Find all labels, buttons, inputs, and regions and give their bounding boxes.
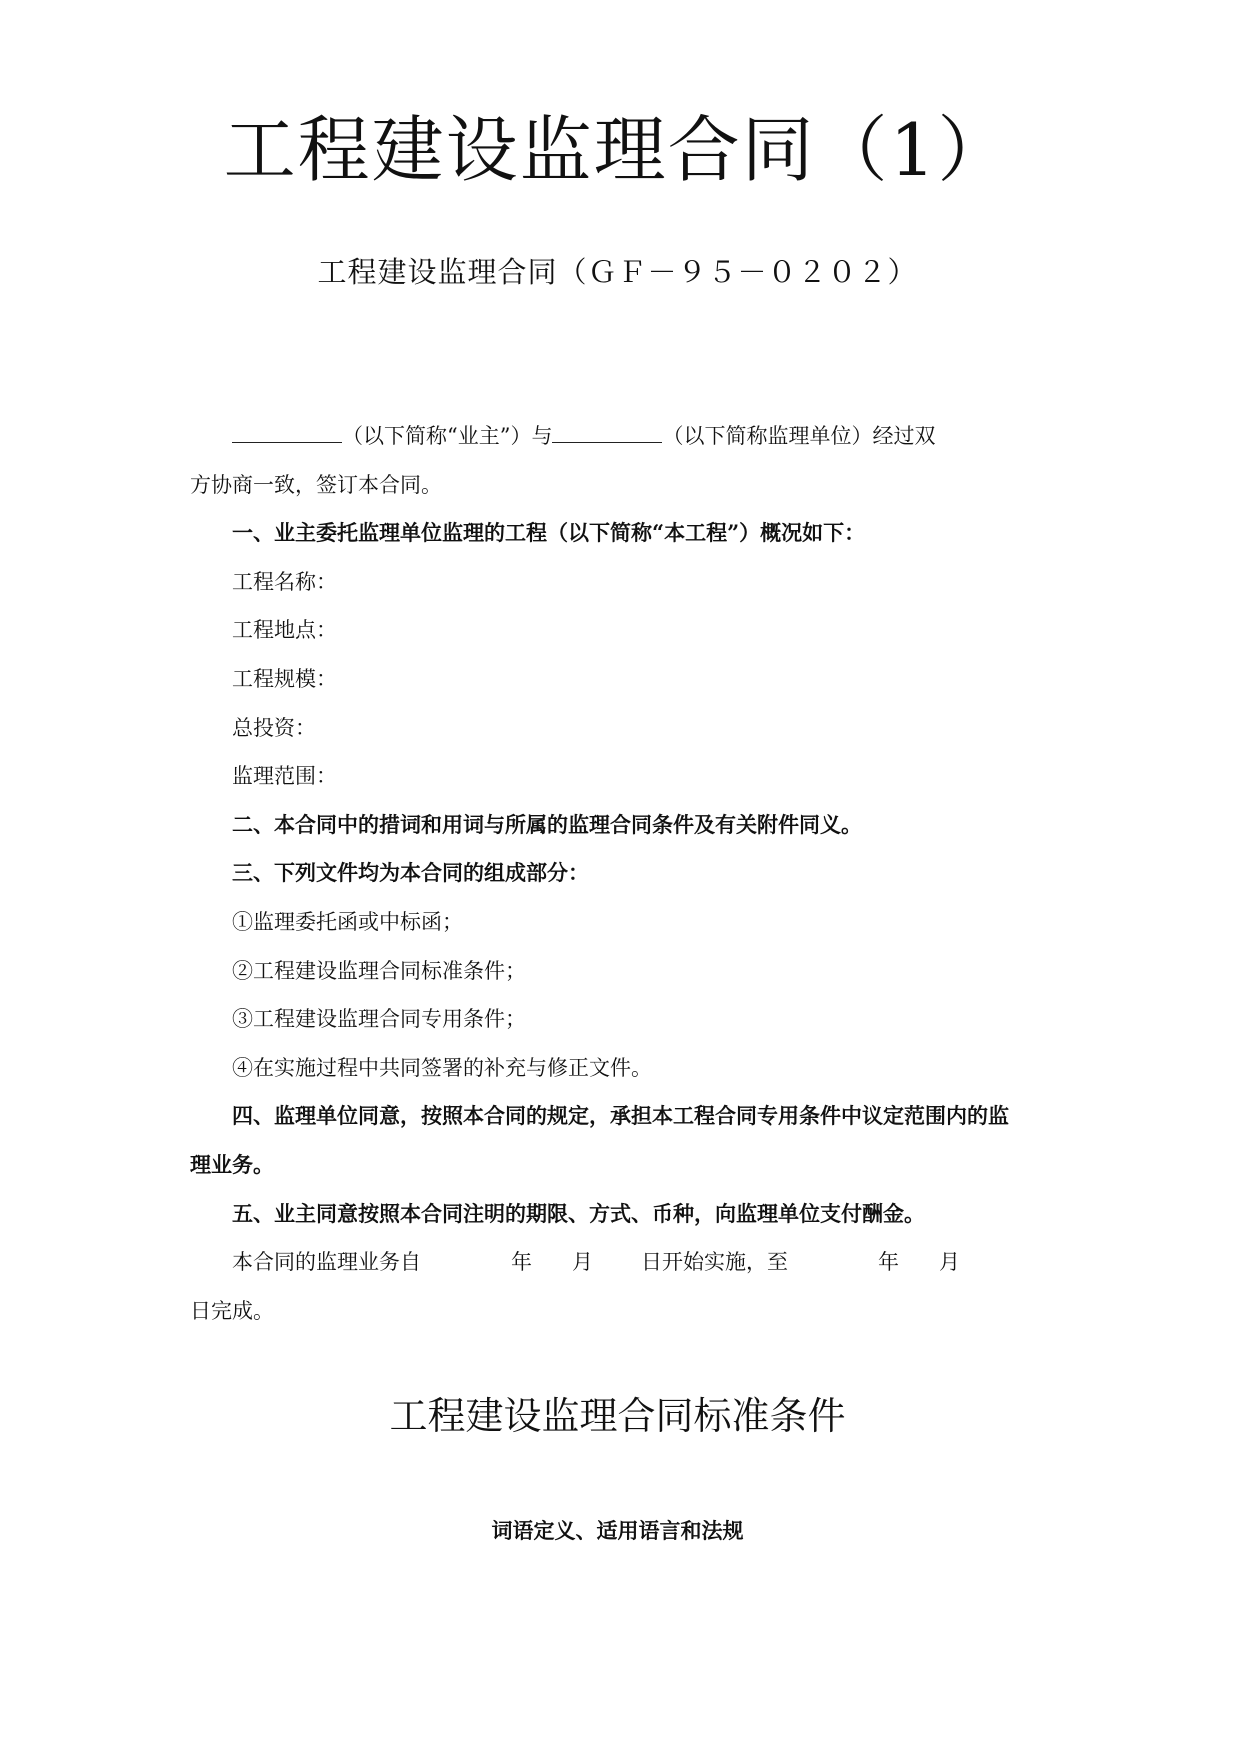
document-item: ①监理委托函或中标函； bbox=[232, 909, 463, 934]
period-start: 本合同的监理业务自 bbox=[232, 1250, 421, 1275]
intro-continuation: 方协商一致，签订本合同。 bbox=[190, 472, 442, 497]
period-year: 年 bbox=[511, 1250, 532, 1275]
contract-body bbox=[190, 412, 1070, 1335]
document-title: 工程建设监理合同（1） bbox=[223, 108, 1012, 192]
field-total-investment: 总投资： bbox=[232, 715, 316, 740]
clause-2: 二、本合同中的措词和用词与所属的监理合同条件及有关附件同义。 bbox=[232, 811, 862, 837]
document-item: ③工程建设监理合同专用条件； bbox=[232, 1007, 526, 1032]
clause-4-line2: 理业务。 bbox=[190, 1151, 274, 1177]
period-end-month: 月 bbox=[939, 1250, 960, 1275]
period-line bbox=[190, 1238, 1070, 1287]
clause-3: 三、下列文件均为本合同的组成部分： bbox=[232, 860, 589, 886]
period-month: 月 bbox=[572, 1250, 593, 1275]
supervisor-blank bbox=[552, 422, 662, 443]
intro-line bbox=[190, 412, 1070, 461]
clause-5: 五、业主同意按照本合同注明的期限、方式、币种，向监理单位支付酬金。 bbox=[232, 1200, 925, 1226]
field-supervision-scope: 监理范围： bbox=[232, 764, 337, 789]
section-title: 工程建设监理合同标准条件 bbox=[389, 1394, 846, 1438]
clause-1: 一、业主委托监理单位监理的工程（以下简称“本工程”）概况如下： bbox=[232, 520, 866, 546]
document-subtitle: 工程建设监理合同（ＧＦ－９５－０２０２） bbox=[317, 255, 918, 289]
section-subtitle: 词语定义、适用语言和法规 bbox=[491, 1518, 744, 1543]
intro-part2: （以下简称监理单位）经过双 bbox=[662, 424, 936, 448]
period-end-year: 年 bbox=[878, 1250, 899, 1275]
clause-4-line1: 四、监理单位同意，按照本合同的规定，承担本工程合同专用条件中议定范围内的监 bbox=[232, 1103, 1009, 1129]
field-project-scale: 工程规模： bbox=[232, 666, 337, 691]
owner-blank bbox=[232, 422, 342, 443]
field-project-name: 工程名称： bbox=[232, 569, 337, 594]
field-project-location: 工程地点： bbox=[232, 618, 337, 643]
document-item: ④在实施过程中共同签署的补充与修正文件。 bbox=[232, 1055, 652, 1080]
intro-part1: （以下简称“业主”）与 bbox=[342, 424, 553, 448]
document-item: ②工程建设监理合同标准条件； bbox=[232, 958, 526, 983]
period-end: 日完成。 bbox=[190, 1298, 274, 1323]
period-day-start: 日开始实施，至 bbox=[641, 1250, 788, 1275]
